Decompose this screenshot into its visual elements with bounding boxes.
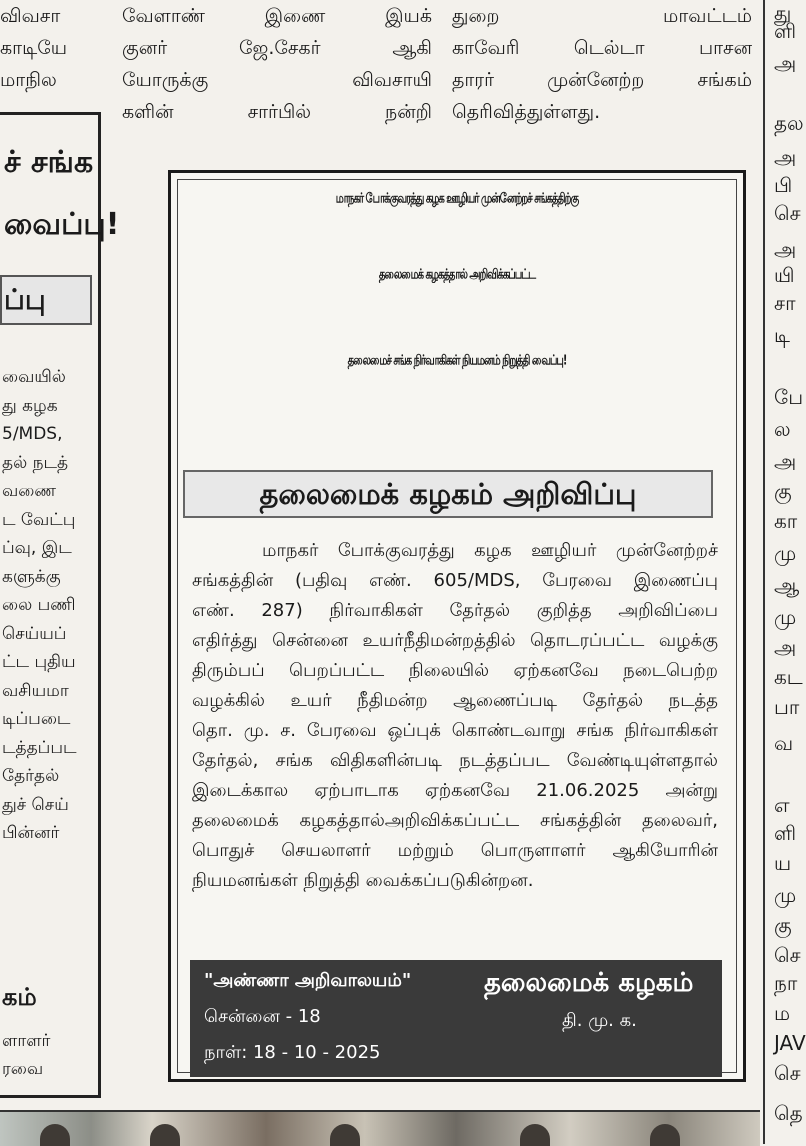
fragment-text: மு [774, 541, 797, 565]
text-line: ப்வு, இட [2, 538, 72, 558]
body-line: மாநகர் போக்குவரத்து கழக ஊழியர் முன்னேற்றச் [262, 540, 718, 561]
fragment-text: அ [774, 237, 797, 261]
photo-person [40, 1124, 70, 1146]
fragment-text: JAV [774, 1031, 806, 1055]
column-rule [763, 0, 765, 1144]
text-line: தெரிவித்துள்ளது. [452, 101, 601, 123]
photo-strip [0, 1110, 760, 1146]
text-line: துறை மாவட்டம் [452, 5, 752, 27]
fragment-text: ளி [774, 821, 797, 845]
text-line: வணை [2, 481, 56, 501]
text-line: தல் நடத் [2, 452, 69, 473]
fragment-text: அ [774, 51, 797, 75]
footer-date: நாள்: 18 - 10 - 2025 [204, 1042, 381, 1063]
fragment-text: செ [774, 201, 801, 225]
left-box-body [2, 363, 92, 848]
text-line: களுக்கு [2, 566, 61, 587]
body-line: தலைமைக் கழகத்தால்அறிவிக்கப்பட்ட சங்கத்தின் தலைவர், [192, 810, 718, 831]
left-box-footer-heading: கம் [2, 983, 37, 1011]
fragment-text: மு [774, 883, 797, 907]
fragment-text: கா [774, 509, 798, 533]
footer-organization: தலைமைக் கழகம் [484, 968, 694, 998]
photo-person [520, 1124, 550, 1146]
text-line: மாநில [0, 69, 57, 91]
text-line: வேளாண் இணை இயக் [122, 5, 432, 27]
subheading: தலைமைக் கழகம் அறிவிப்பு [259, 477, 637, 511]
notice-inner-frame [177, 179, 737, 1073]
left-box-footer [2, 1027, 92, 1083]
fragment-text: செ [774, 943, 801, 967]
fragment-text: ம [774, 1001, 791, 1025]
footer-city: சென்னை - 18 [204, 1006, 321, 1027]
fragment-text: செ [774, 1061, 801, 1085]
footer-address: "அண்ணா அறிவாலயம்" [204, 970, 412, 991]
notice-body [192, 536, 718, 896]
fragment-text: ல [774, 417, 791, 441]
headline-line-3: தலைமைச் சங்க நிர்வாகிகள் நியமனம் நிறுத்தி வைப்பு! [347, 353, 567, 369]
text-line: தேர்தல் [2, 766, 60, 786]
fragment-text: டி [774, 323, 790, 347]
text-line: செய்யப் [2, 623, 67, 644]
body-line: திரும்பப் பெறப்பட்ட நிலையில் ஏற்கனவே நடைபெற்ற [192, 660, 718, 681]
fragment-text: து [774, 1, 792, 25]
text-line: ட்ட புதிய [2, 652, 76, 672]
fragment-text: கு [774, 479, 792, 503]
text-line: லை பணி [2, 595, 76, 615]
fragment-text: அ [774, 449, 797, 473]
fragment-text: யி [774, 263, 795, 287]
top-left-column [0, 0, 100, 100]
notice-footer [190, 960, 722, 1077]
fragment-text: அ [774, 145, 797, 169]
text-line: காடியே [0, 37, 67, 59]
body-line: வழக்கில் உயர் நீதிமன்ற ஆணைப்படி தேர்தல் நடத்த [192, 690, 718, 711]
body-line: எதிர்த்து சென்னை உயர்நீதிமன்றத்தில் தொடரப்பட்ட வழக்கு [192, 630, 718, 651]
body-line: எண். 287) நிர்வாகிகள் தேர்தல் குறித்த அறிவிப்பை [192, 600, 718, 621]
text-line: ளாளர் [2, 1031, 51, 1051]
text-line: வையில் [2, 367, 66, 387]
fragment-text: அ [774, 635, 797, 659]
left-box-heading-2: வைப்பு! [4, 207, 120, 242]
right-column-fragment [770, 0, 806, 1144]
top-middle-column [122, 0, 432, 145]
announcement-notice [168, 170, 746, 1082]
text-line: விவசா [0, 5, 61, 27]
photo-person [650, 1124, 680, 1146]
body-line: சங்கத்தின் (பதிவு எண். 605/MDS, பேரவை இணைப்பு [192, 570, 718, 591]
text-line: ரவை [2, 1059, 44, 1079]
fragment-text: கு [774, 913, 792, 937]
text-line: துச் செய் [2, 794, 69, 815]
top-right-column [452, 0, 752, 145]
headline-line-2: தலைமைக் கழகத்தால் அறிவிக்கப்பட்ட [378, 267, 536, 283]
text-line: தாரர் முன்னேற்ற சங்கம் [452, 69, 752, 91]
fragment-text: மு [774, 605, 797, 629]
left-box-heading-1: ச் சங்க [4, 145, 94, 180]
fragment-text: ய [774, 851, 792, 875]
text-line: து கழக [2, 395, 58, 416]
body-line: நியமனங்கள் நிறுத்தி வைக்கப்படுகின்றன. [192, 870, 534, 891]
text-line: வசியமா [2, 680, 69, 701]
text-line: ட வேட்பு [2, 509, 76, 530]
fragment-text: தல [774, 111, 804, 135]
text-line: பின்னர் [2, 823, 60, 843]
photo-person [150, 1124, 180, 1146]
body-line: இடைக்கால ஏற்பாடாக ஏற்கனவே 21.06.2025 அன்று [192, 780, 718, 801]
fragment-text: ஆ [774, 573, 800, 597]
text-line: குனர் ஜே.சேகர் ஆகி [122, 37, 432, 59]
fragment-text: தெ [774, 1101, 803, 1125]
body-line: பொதுச் செயலாளர் மற்றும் பொருளாளர் ஆகியோரின் [192, 840, 718, 861]
fragment-text: கட [774, 665, 803, 689]
body-line: தொ. மு. ச. பேரவை ஒப்புக் கொண்டவாறு சங்க நிர்வாகிகள் [192, 720, 718, 741]
fragment-text: எ [774, 793, 790, 817]
fragment-text: ளி [774, 19, 797, 43]
body-line: தேர்தல், சங்க விதிகளின்படி நடத்தப்பட வேண்டியுள்ளதால் [192, 750, 718, 771]
photo-person [330, 1124, 360, 1146]
left-article-box [0, 112, 120, 1098]
left-box-subheading: ப்பு [0, 275, 92, 325]
fragment-text: சா [774, 291, 796, 315]
text-line: டத்தப்பட [2, 737, 77, 758]
fragment-text: பே [774, 385, 804, 409]
fragment-text: பி [774, 173, 793, 197]
footer-organization-abbr: தி. மு. க. [562, 1010, 637, 1031]
subheading-box [183, 470, 713, 518]
headline-line-1: மாநகர் போக்குவரத்து கழக ஊழியர் முன்னேற்றச் சங்கத்திற்கு [335, 191, 579, 207]
fragment-text: வ [774, 731, 794, 755]
text-line: காவேரி டெல்டா பாசன [452, 37, 752, 59]
text-line: யோருக்கு விவசாயி [122, 69, 432, 91]
fragment-text: பா [774, 695, 800, 719]
text-line: களின் சார்பில் நன்றி [122, 101, 432, 123]
fragment-text: நா [774, 971, 798, 995]
text-line: 5/MDS, [2, 424, 63, 444]
text-line: டிப்படை [2, 709, 71, 729]
